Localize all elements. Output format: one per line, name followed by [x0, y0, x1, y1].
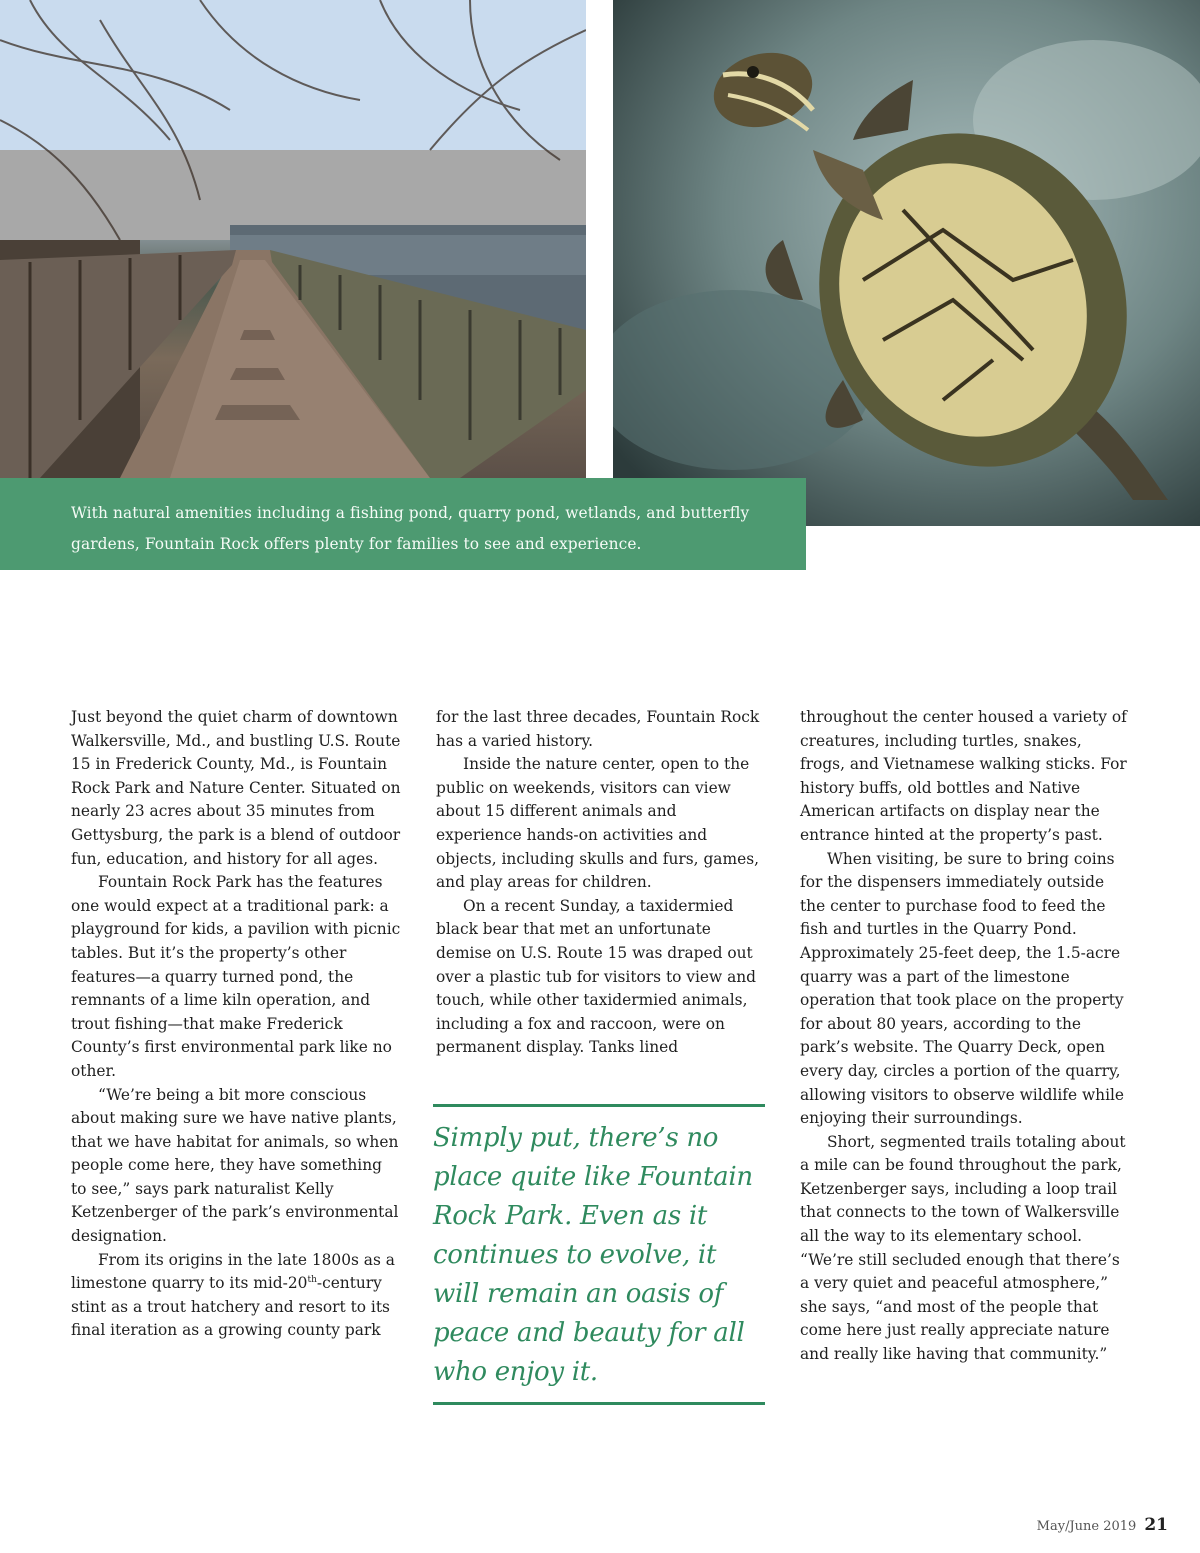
paragraph: for the last three decades, Fountain Rock has a varied history. — [436, 708, 760, 750]
paragraph: Short, segmented trails totaling about a mile can be found throughout the park, Ketzenberger says, including a loop trail that connects to the town of Walkersville all the way to its elementary school. “We’re still secluded enough that there’s a very quiet and peaceful atmosphere,” she says, “and most of the people that come here just really appreciate nature and really like having that community.” — [800, 1132, 1126, 1364]
article-column-3 — [800, 706, 1130, 1367]
turtle-photo — [613, 0, 1200, 526]
paragraph — [71, 1249, 401, 1343]
pull-quote-text: Simply put, there’s no place quite like Fountain Rock Park. Even as it continues to evolve, it will remain an oasis of peace and beauty for all who enjoy it. — [433, 1123, 753, 1387]
article-column-1 — [71, 706, 401, 1343]
paragraph: Inside the nature center, open to the public on weekends, visitors can view about 15 different animals and experience hands-on activities and objects, including skulls and furs, games, and play areas for children. — [436, 755, 759, 892]
page-folio — [1037, 1515, 1168, 1535]
paragraph: throughout the center housed a variety of creatures, including turtles, snakes, frogs, and Vietnamese walking sticks. For history buffs, old bottles and Native American artifacts on display near the entrance hinted at the property’s past. — [800, 708, 1127, 844]
photo-caption: With natural amenities including a fishing pond, quarry pond, wetlands, and butterfly gardens, Fountain Rock offers plenty for families to see and experience. — [71, 504, 750, 553]
paragraph: Fountain Rock Park has the features one would expect at a traditional park: a playground for kids, a pavilion with picnic tables. But it’s the property’s other features—a quarry turned pond, the remnants of a lime kiln operation, and trout fishing—that make Frederick County’s first environmental park like no other. — [71, 873, 401, 1080]
paragraph: “We’re being a bit more conscious about making sure we have native plants, that we have habitat for animals, so when people come here, they have something to see,” says park naturalist Kelly Ketzenberger of the park’s environmental designation. — [71, 1085, 399, 1246]
boardwalk-illustration — [0, 0, 586, 478]
pull-quote — [433, 1104, 765, 1405]
turtle-illustration — [613, 0, 1200, 526]
paragraph-text: -century stint as a trout hatchery and resort to its final iteration as a growing county park — [71, 1274, 390, 1340]
article-column-2 — [436, 706, 766, 1060]
boardwalk-photo — [0, 0, 586, 478]
paragraph: When visiting, be sure to bring coins for the dispensers immediately outside the center to purchase food to feed the fish and turtles in the Quarry Pond. Approximately 25-feet deep, the 1.5-acre quarry was a part of the limestone operation that took place on the property for about 80 years, according to the park’s website. The Quarry Deck, open every day, circles a portion of the quarry, allowing visitors to observe wildlife while enjoying their surroundings. — [800, 849, 1125, 1128]
issue-date: May/June 2019 — [1036, 1519, 1137, 1534]
paragraph: Just beyond the quiet charm of downtown Walkersville, Md., and bustling U.S. Route 15 in Frederick County, Md., is Fountain Rock Park and Nature Center. Situated on nearly 23 acres about 35 minutes from Gettysburg, the park is a blend of outdoor fun, education, and history for all ages. — [71, 708, 401, 868]
paragraph: On a recent Sunday, a taxidermied black bear that met an unfortunate demise on U.S. Route 15 was draped out over a plastic tub for visitors to view and touch, while other taxidermied animals, including a fox and raccoon, were on permanent display. Tanks lined — [436, 896, 757, 1057]
page-number: 21 — [1144, 1515, 1168, 1535]
superscript: th — [307, 1275, 317, 1286]
paragraph-text: From its origins in the late 1800s as a limestone quarry to its mid-20 — [71, 1250, 395, 1293]
photo-caption-band — [0, 478, 806, 570]
